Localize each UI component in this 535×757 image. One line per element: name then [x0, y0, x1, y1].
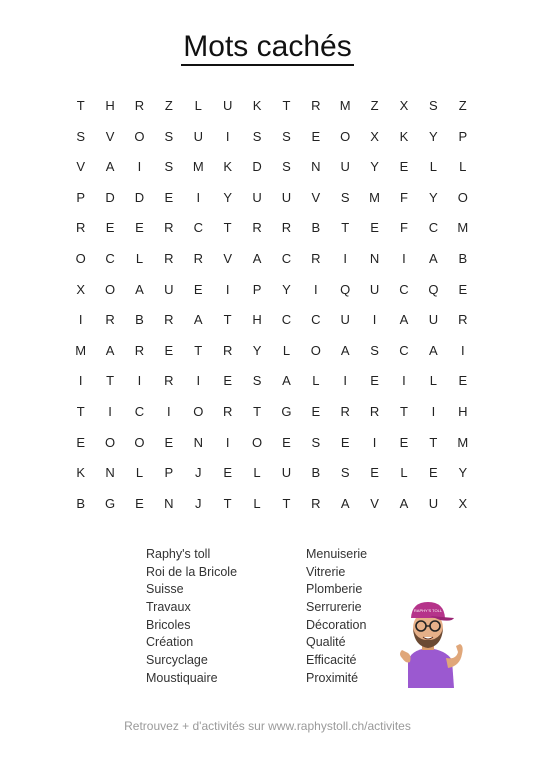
grid-row: [66, 183, 477, 214]
word-list-item: Travaux: [146, 600, 191, 615]
grid-row: [66, 213, 477, 244]
grid-letter: G: [105, 495, 116, 511]
grid-letter: K: [223, 159, 232, 175]
grid-letter: S: [340, 465, 350, 481]
grid-letter: Y: [223, 189, 232, 205]
grid-letter: Q: [340, 281, 351, 297]
grid-letter: V: [370, 495, 379, 511]
grid-letter: R: [222, 342, 233, 358]
grid-letter: I: [196, 373, 201, 389]
grid-letter: R: [76, 220, 86, 236]
grid-letter: N: [193, 434, 203, 450]
thumbs-up-mascot-icon: [394, 596, 464, 688]
grid-letter: A: [252, 250, 262, 266]
grid-letter: T: [76, 98, 85, 113]
grid-letter: Z: [458, 98, 467, 113]
grid-letter: A: [429, 342, 438, 358]
page-title-text: Mots cachés: [181, 30, 353, 66]
word-list-item: Qualité: [306, 635, 346, 650]
grid-letter: T: [429, 434, 438, 450]
grid-letter: I: [78, 312, 83, 328]
grid-letter: T: [223, 312, 232, 328]
grid-letter: B: [76, 495, 86, 511]
grid-letter: N: [369, 250, 380, 266]
grid-letter: Y: [429, 189, 438, 205]
grid-letter: R: [164, 312, 174, 328]
word-list-item: Raphy's toll: [146, 547, 211, 561]
word-list-item: Suisse: [146, 582, 184, 597]
grid-letter: Q: [428, 281, 439, 297]
grid-letter: O: [105, 434, 116, 450]
grid-letter: E: [311, 128, 321, 144]
grid-letter: I: [225, 128, 230, 144]
grid-row: [66, 152, 477, 183]
grid-letter: O: [310, 342, 321, 358]
grid-letter: V: [223, 250, 232, 266]
grid-letter: I: [137, 159, 142, 175]
grid-letter: X: [399, 98, 409, 113]
grid-letter: L: [400, 465, 408, 481]
grid-letter: E: [282, 434, 291, 450]
grid-letter: C: [311, 312, 321, 328]
grid-letter: E: [164, 342, 174, 358]
grid-letter: A: [105, 342, 115, 358]
grid-letter: I: [431, 403, 436, 419]
grid-letter: X: [76, 281, 86, 297]
grid-letter: E: [164, 189, 174, 205]
grid-letter: L: [312, 373, 320, 389]
grid-letter: O: [134, 434, 145, 450]
grid-letter: R: [164, 250, 174, 266]
grid-letter: A: [340, 495, 350, 511]
grid-letter: L: [429, 373, 437, 389]
grid-letter: T: [400, 403, 408, 419]
grid-letter: M: [339, 98, 351, 113]
grid-letter: B: [135, 312, 144, 328]
grid-letter: E: [340, 434, 350, 450]
grid-letter: O: [457, 189, 468, 205]
word-list-item: Roi de la Bricole: [146, 564, 238, 579]
footer-text: Retrouvez + d'activités sur www.raphystoll.ch/activites: [124, 719, 411, 733]
grid-letter: F: [400, 220, 408, 236]
grid-letter: I: [314, 281, 318, 297]
grid-letter: P: [164, 465, 174, 481]
grid-letter: Z: [370, 98, 379, 113]
grid-letter: E: [105, 220, 115, 236]
grid-letter: Y: [370, 159, 379, 175]
grid-letter: G: [281, 403, 292, 419]
grid-letter: N: [311, 159, 321, 175]
grid-letter: X: [370, 128, 379, 144]
grid-letter: U: [252, 189, 262, 205]
grid-letter: D: [134, 189, 145, 205]
grid-letter: E: [164, 434, 174, 450]
grid-letter: C: [105, 250, 115, 266]
grid-row: [66, 244, 477, 275]
grid-letter: I: [343, 250, 348, 266]
grid-letter: I: [372, 434, 377, 450]
grid-letter: B: [311, 465, 321, 481]
grid-letter: U: [428, 312, 439, 328]
grid-letter: U: [193, 128, 203, 144]
grid-letter: S: [76, 128, 86, 144]
grid-row: [66, 91, 477, 122]
grid-letter: F: [400, 189, 408, 205]
grid-letter: L: [429, 159, 437, 175]
grid-letter: N: [105, 465, 115, 481]
grid-letter: K: [252, 98, 262, 113]
grid-letter: B: [311, 220, 321, 236]
grid-letter: Y: [429, 128, 438, 144]
grid-letter: T: [253, 403, 262, 419]
grid-row: [66, 275, 477, 306]
word-search-grid: [66, 91, 477, 519]
word-list-item: Surcyclage: [146, 653, 208, 668]
grid-letter: U: [340, 312, 350, 328]
grid-letter: R: [164, 220, 174, 236]
grid-letter: C: [193, 220, 203, 236]
grid-row: [66, 428, 477, 459]
word-list-item: Serrurerie: [306, 600, 362, 615]
grid-letter: X: [458, 495, 468, 511]
page-title: [0, 30, 535, 64]
grid-letter: R: [458, 312, 468, 328]
grid-row: [66, 366, 477, 397]
grid-letter: A: [282, 373, 291, 389]
grid-letter: I: [78, 373, 83, 389]
grid-row: [66, 397, 477, 428]
grid-letter: L: [253, 495, 261, 511]
grid-letter: H: [105, 98, 115, 113]
grid-letter: S: [164, 128, 174, 144]
grid-letter: R: [222, 403, 233, 419]
grid-letter: E: [458, 373, 468, 389]
grid-letter: I: [196, 189, 201, 205]
grid-letter: D: [252, 159, 262, 175]
grid-letter: U: [428, 495, 439, 511]
grid-letter: V: [105, 128, 115, 144]
grid-letter: O: [340, 128, 351, 144]
grid-letter: I: [402, 250, 406, 266]
grid-letter: S: [282, 159, 291, 175]
grid-row: [66, 489, 477, 520]
grid-letter: H: [458, 403, 468, 419]
grid-letter: O: [105, 281, 116, 297]
grid-letter: V: [311, 189, 321, 205]
grid-letter: M: [457, 220, 469, 236]
word-list-right: [306, 546, 367, 688]
grid-letter: A: [399, 495, 409, 511]
grid-letter: E: [135, 495, 144, 511]
grid-letter: C: [134, 403, 145, 419]
grid-letter: T: [76, 403, 85, 419]
grid-letter: I: [225, 281, 230, 297]
grid-letter: I: [343, 373, 348, 389]
grid-letter: C: [428, 220, 439, 236]
grid-letter: E: [311, 403, 321, 419]
grid-letter: R: [311, 495, 321, 511]
grid-letter: E: [399, 434, 409, 450]
grid-letter: P: [458, 128, 468, 144]
grid-letter: A: [105, 159, 115, 175]
grid-letter: B: [458, 250, 468, 266]
grid-row: [66, 336, 477, 367]
grid-letter: U: [340, 159, 350, 175]
grid-letter: E: [223, 373, 232, 389]
grid-letter: J: [195, 465, 202, 481]
grid-letter: A: [193, 312, 203, 328]
grid-letter: A: [429, 250, 438, 266]
grid-letter: R: [311, 250, 321, 266]
grid-letter: K: [76, 465, 86, 481]
grid-letter: E: [399, 159, 409, 175]
grid-letter: M: [75, 342, 87, 358]
grid-letter: I: [402, 373, 406, 389]
mascot-cap-text: RAPHY'S TOLL: [413, 608, 443, 613]
grid-letter: S: [252, 128, 262, 144]
grid-letter: U: [369, 281, 380, 297]
grid-letter: Y: [252, 342, 262, 358]
grid-letter: Z: [164, 98, 173, 113]
grid-letter: C: [399, 342, 409, 358]
grid-letter: T: [341, 220, 350, 236]
grid-letter: U: [281, 189, 292, 205]
word-list-item: Efficacité: [306, 653, 357, 668]
grid-letter: E: [76, 434, 86, 450]
grid-letter: T: [106, 373, 115, 389]
grid-letter: R: [252, 220, 262, 236]
word-list-item: Vitrerie: [306, 564, 346, 579]
grid-letter: L: [135, 250, 144, 266]
grid-letter: R: [369, 403, 380, 419]
grid-letter: I: [225, 434, 230, 450]
grid-letter: R: [105, 312, 115, 328]
grid-letter: T: [282, 495, 291, 511]
grid-letter: P: [252, 281, 262, 297]
grid-letter: N: [164, 495, 174, 511]
grid-letter: I: [108, 403, 112, 419]
grid-letter: E: [458, 281, 468, 297]
grid-row: [66, 122, 477, 153]
word-list-item: Moustiquaire: [146, 670, 218, 685]
grid-letter: S: [340, 189, 350, 205]
grid-letter: R: [164, 373, 174, 389]
grid-letter: I: [167, 403, 171, 419]
word-list-item: Décoration: [306, 617, 367, 632]
grid-letter: J: [195, 495, 202, 511]
grid-letter: S: [429, 98, 438, 113]
grid-letter: R: [134, 98, 145, 113]
grid-letter: O: [251, 434, 263, 450]
grid-letter: M: [369, 189, 381, 205]
grid-letter: R: [311, 98, 321, 113]
grid-letter: K: [399, 128, 409, 144]
grid-letter: T: [223, 495, 232, 511]
grid-letter: R: [281, 220, 292, 236]
grid-letter: O: [193, 403, 204, 419]
grid-letter: L: [135, 465, 144, 481]
grid-letter: L: [194, 98, 202, 113]
word-list-item: Plomberie: [306, 582, 363, 597]
grid-letter: M: [192, 159, 204, 175]
grid-letter: Y: [458, 465, 468, 481]
grid-letter: A: [399, 312, 409, 328]
grid-letter: S: [164, 159, 174, 175]
grid-letter: I: [460, 342, 465, 358]
grid-letter: U: [222, 98, 233, 113]
grid-letter: I: [372, 312, 377, 328]
word-list-item: Proximité: [306, 670, 359, 685]
grid-letter: H: [252, 312, 262, 328]
grid-letter: I: [137, 373, 142, 389]
grid-letter: E: [193, 281, 203, 297]
grid-letter: C: [399, 281, 409, 297]
grid-letter: P: [76, 189, 86, 205]
word-list-item: Création: [146, 635, 194, 650]
grid-letter: L: [253, 465, 261, 481]
grid-letter: E: [370, 465, 379, 481]
grid-letter: S: [282, 128, 291, 144]
grid-letter: T: [282, 98, 291, 113]
word-list-item: Bricoles: [146, 617, 191, 632]
grid-row: [66, 458, 477, 489]
grid-letter: A: [135, 281, 144, 297]
grid-letter: E: [429, 465, 438, 481]
grid-letter: L: [282, 342, 291, 358]
grid-letter: M: [457, 434, 469, 450]
grid-row: [66, 305, 477, 336]
grid-letter: D: [105, 189, 115, 205]
word-list-left: [146, 546, 237, 688]
grid-letter: R: [134, 342, 145, 358]
grid-letter: S: [311, 434, 321, 450]
grid-letter: T: [223, 220, 232, 236]
grid-letter: R: [340, 403, 350, 419]
grid-letter: L: [459, 159, 467, 175]
grid-letter: C: [281, 312, 292, 328]
grid-letter: O: [134, 128, 145, 144]
grid-letter: S: [252, 373, 262, 389]
grid-letter: E: [223, 465, 232, 481]
grid-letter: S: [370, 342, 379, 358]
word-list-item: Menuiserie: [306, 547, 368, 561]
grid-letter: A: [340, 342, 350, 358]
grid-letter: E: [370, 373, 379, 389]
grid-letter: T: [194, 342, 203, 358]
grid-letter: C: [281, 250, 292, 266]
grid-letter: E: [370, 220, 379, 236]
grid-letter: U: [281, 465, 292, 481]
grid-letter: V: [76, 159, 86, 175]
grid-letter: Y: [282, 281, 291, 297]
grid-letter: O: [75, 250, 86, 266]
grid-letter: E: [135, 220, 144, 236]
grid-letter: U: [164, 281, 174, 297]
grid-letter: R: [193, 250, 203, 266]
